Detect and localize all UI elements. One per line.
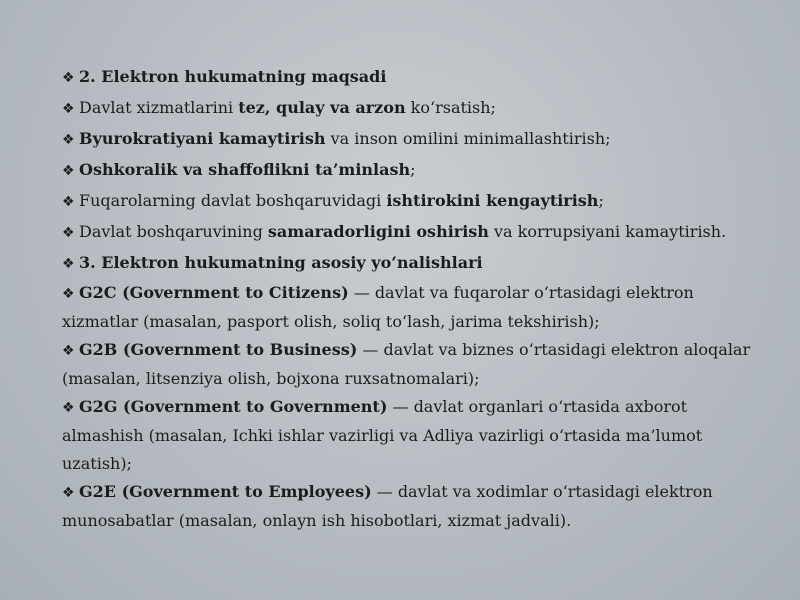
line-1: ❖ Davlat xizmatlarini tez, qulay va arzon ko‘rsatish; <box>62 93 762 124</box>
bullet-diamond-icon: ❖ <box>62 485 75 501</box>
line-2: ❖ Byurokratiyani kamaytirish va inson omilini minimallashtirish; <box>62 124 762 155</box>
bullet-diamond-icon: ❖ <box>62 400 75 416</box>
bullet-diamond-icon: ❖ <box>62 225 75 241</box>
line-4: ❖ Fuqarolarning davlat boshqaruvidagi ishtirokini kengaytirish; <box>62 186 762 217</box>
bullet-diamond-icon: ❖ <box>62 286 75 302</box>
line-0: ❖ 2. Elektron hukumatning maqsadi <box>62 62 762 93</box>
bullet-diamond-icon: ❖ <box>62 132 75 148</box>
line-8: ❖ G2B (Government to Business) — davlat va biznes o‘rtasidagi elektron aloqalar (masalan, litsenziya olish, bojxona ruxsatnomalari); <box>62 336 762 393</box>
bullet-diamond-icon: ❖ <box>62 256 75 272</box>
line-6: ❖ 3. Elektron hukumatning asosiy yo‘nalishlari <box>62 248 762 279</box>
line-7: ❖ G2C (Government to Citizens) — davlat va fuqarolar o‘rtasidagi elektron xizmatlar (masalan, pasport olish, soliq to‘lash, jarima tekshirish); <box>62 279 762 336</box>
bullet-diamond-icon: ❖ <box>62 70 75 86</box>
line-5: ❖ Davlat boshqaruvining samaradorligini oshirish va korrupsiyani kamaytirish. <box>62 217 762 248</box>
bullet-diamond-icon: ❖ <box>62 343 75 359</box>
line-9: ❖ G2G (Government to Government) — davlat organlari o‘rtasida axborot almashish (masalan, Ichki ishlar vazirligi va Adliya vazirligi o‘rtasida ma’lumot uzatish); <box>62 393 762 478</box>
line-3: ❖ Oshkoralik va shaffoflikni ta’minlash; <box>62 155 762 186</box>
bullet-diamond-icon: ❖ <box>62 101 75 117</box>
slide-content <box>62 62 762 535</box>
bullet-diamond-icon: ❖ <box>62 194 75 210</box>
line-10: ❖ G2E (Government to Employees) — davlat va xodimlar o‘rtasidagi elektron munosabatlar (masalan, onlayn ish hisobotlari, xizmat jadvali). <box>62 478 762 535</box>
bullet-diamond-icon: ❖ <box>62 163 75 179</box>
